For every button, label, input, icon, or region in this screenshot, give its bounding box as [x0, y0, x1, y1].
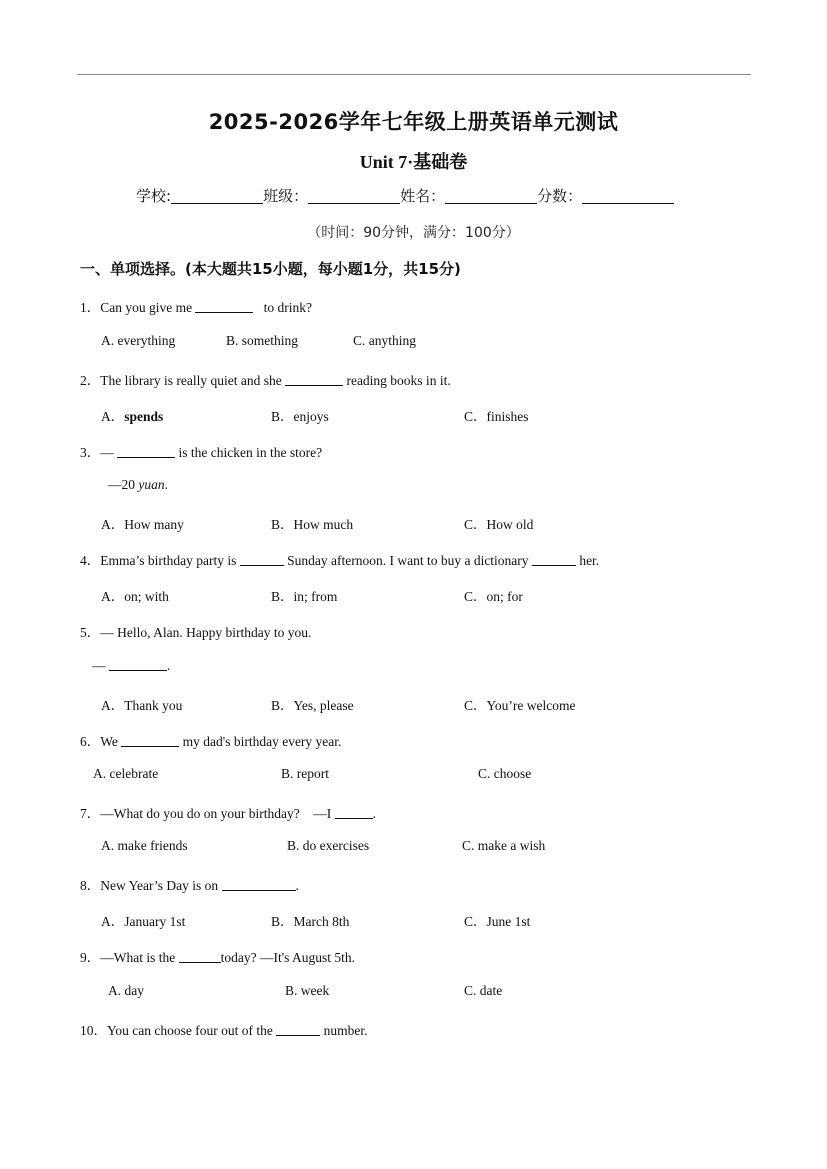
score-field[interactable]: [582, 187, 674, 204]
option-a[interactable]: A. day: [108, 983, 144, 998]
dialogue-answer: [108, 477, 168, 493]
page-subtitle: Unit 7·基础卷: [359, 152, 468, 172]
question-text: The library is really quiet and she: [100, 373, 286, 388]
question-text: to drink?: [253, 300, 312, 315]
class-field[interactable]: [308, 187, 400, 204]
answer-blank[interactable]: [195, 300, 253, 313]
class-label: 班级：: [263, 187, 309, 205]
section-title: 一、单项选择。(本大题共15小题，每小题1分，共15分): [80, 260, 461, 278]
option-c[interactable]: C. choose: [478, 766, 532, 781]
name-label: 姓名：: [400, 187, 446, 205]
question-7: [80, 802, 376, 822]
answer-text: —20: [108, 477, 139, 492]
name-field[interactable]: [445, 187, 537, 204]
question-text: reading books in it.: [343, 373, 451, 388]
option-a[interactable]: A. celebrate: [93, 766, 159, 781]
option-b[interactable]: B. week: [285, 983, 330, 998]
dialogue-answer: [92, 658, 170, 674]
question-text: Can you give me: [100, 300, 196, 315]
question-text: —: [100, 445, 118, 460]
option-b[interactable]: B. do exercises: [287, 838, 370, 853]
question-number: 9．: [80, 950, 101, 965]
answer-text: .: [166, 658, 171, 673]
answer-blank[interactable]: [285, 373, 343, 386]
answer-text: yuan: [138, 477, 165, 492]
question-text: Emma’s birthday party is: [100, 553, 240, 568]
answer-text: —: [92, 658, 109, 673]
option-a[interactable]: A. everything: [101, 333, 176, 348]
option-b[interactable]: B. something: [226, 333, 299, 348]
question-8: [80, 874, 299, 894]
option-c[interactable]: C．finishes: [464, 409, 529, 424]
question-number: 10．: [80, 1023, 107, 1038]
answer-blank[interactable]: [109, 658, 167, 671]
question-number: 6．: [80, 734, 101, 749]
question-text: Sunday afternoon. I want to buy a dictionary: [283, 553, 532, 568]
option-text: spends: [124, 409, 164, 424]
question-5: [80, 621, 311, 641]
answer-blank[interactable]: [240, 553, 284, 566]
option-a[interactable]: [101, 405, 163, 425]
question-text: .: [295, 878, 299, 893]
question-text: New Year’s Day is on: [100, 878, 222, 893]
question-text: her.: [575, 553, 600, 568]
question-3: [80, 441, 322, 461]
option-a[interactable]: A．on; with: [101, 589, 169, 604]
header-rule: [77, 74, 751, 75]
option-c[interactable]: C．How old: [464, 517, 534, 532]
answer-blank[interactable]: [117, 445, 175, 458]
question-2: [80, 369, 451, 389]
option-c[interactable]: C．You’re welcome: [464, 698, 576, 713]
time-info: （时间：90分钟，满分：100分）: [307, 225, 520, 241]
option-c[interactable]: C. anything: [353, 333, 416, 348]
question-1: [80, 296, 312, 316]
score-label: 分数：: [537, 187, 583, 205]
question-6: [80, 730, 341, 750]
question-text: You can choose four out of the: [107, 1023, 277, 1038]
option-b[interactable]: B. report: [281, 766, 329, 781]
school-field[interactable]: [171, 187, 263, 204]
page-title: 2025-2026学年七年级上册英语单元测试: [208, 110, 619, 134]
question-number: 8．: [80, 878, 101, 893]
option-c[interactable]: C．June 1st: [464, 914, 531, 929]
question-text: We: [100, 734, 122, 749]
answer-blank[interactable]: [179, 950, 221, 963]
question-9: [80, 946, 355, 966]
option-c[interactable]: C. make a wish: [462, 838, 546, 853]
option-b[interactable]: B．in; from: [271, 589, 338, 604]
question-number: 4．: [80, 553, 101, 568]
option-c[interactable]: C. date: [464, 983, 503, 998]
answer-blank[interactable]: [121, 734, 179, 747]
option-b[interactable]: B．March 8th: [271, 914, 350, 929]
option-a[interactable]: A．How many: [101, 517, 184, 532]
question-text: — Hello, Alan. Happy birthday to you.: [100, 625, 312, 640]
question-text: .: [372, 806, 376, 821]
answer-blank[interactable]: [532, 553, 576, 566]
question-number: 1．: [80, 300, 101, 315]
question-number: 5．: [80, 625, 101, 640]
option-a[interactable]: A. make friends: [101, 838, 188, 853]
question-number: 2．: [80, 373, 101, 388]
question-text: is the chicken in the store?: [175, 445, 323, 460]
option-a[interactable]: A．January 1st: [101, 914, 186, 929]
question-text: —What is the: [100, 950, 179, 965]
question-number: 3．: [80, 445, 101, 460]
answer-blank[interactable]: [276, 1023, 320, 1036]
option-b[interactable]: B．enjoys: [271, 409, 329, 424]
question-text: my dad's birthday every year.: [179, 734, 342, 749]
option-c[interactable]: C．on; for: [464, 589, 523, 604]
answer-text: .: [164, 477, 168, 492]
question-text: —What do you do on your birthday? —I: [100, 806, 335, 821]
question-text: number.: [320, 1023, 368, 1038]
option-b[interactable]: B．How much: [271, 517, 354, 532]
school-label: 学校:: [136, 187, 172, 205]
student-info-line: [136, 185, 674, 206]
question-4: [80, 549, 599, 569]
answer-blank[interactable]: [335, 806, 373, 819]
question-text: today? —It's August 5th.: [220, 950, 356, 965]
option-b[interactable]: B．Yes, please: [271, 698, 354, 713]
question-10: [80, 1019, 367, 1039]
option-a[interactable]: A．Thank you: [101, 698, 183, 713]
answer-blank[interactable]: [222, 878, 296, 891]
option-letter: A．: [101, 409, 125, 424]
question-number: 7．: [80, 806, 101, 821]
